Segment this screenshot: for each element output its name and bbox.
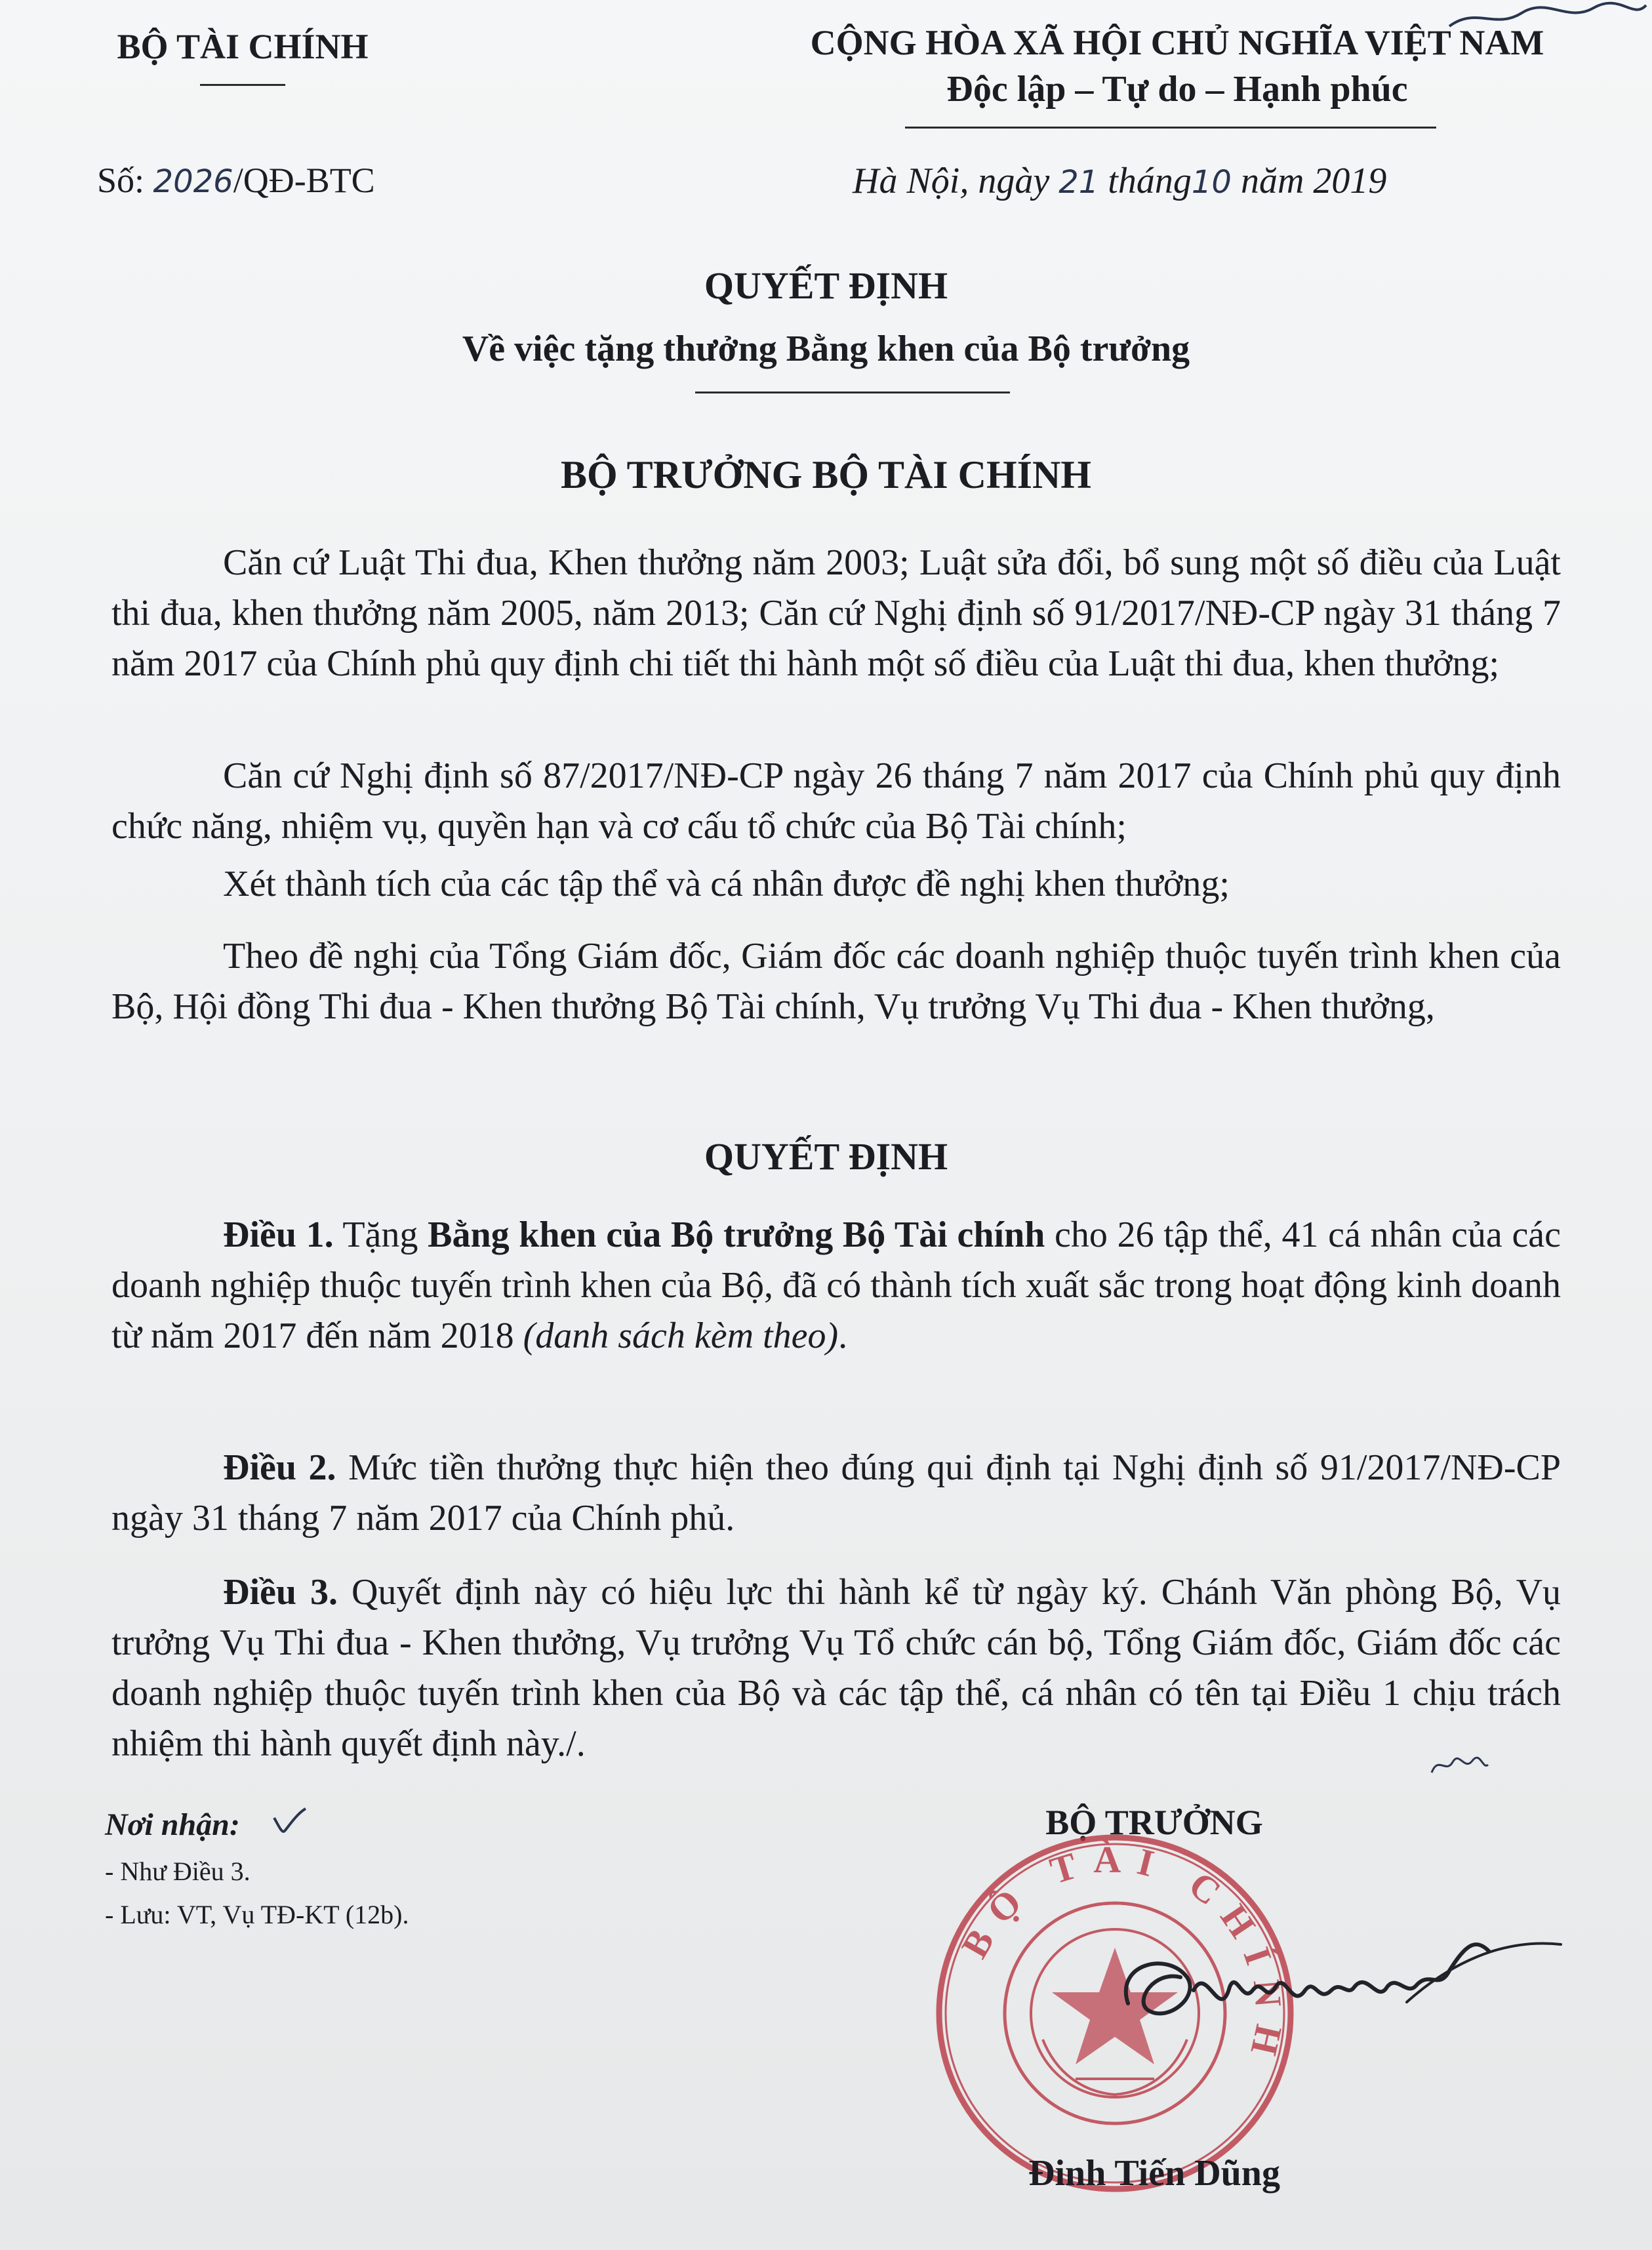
issuing-authority: BỘ TRƯỞNG BỘ TÀI CHÍNH — [560, 453, 1092, 496]
article-1-end: . — [838, 1316, 848, 1356]
article-1-attachment-note: (danh sách kèm theo) — [523, 1316, 839, 1356]
preamble-proposal: Theo đề nghị của Tổng Giám đốc, Giám đốc các doanh nghiệp thuộc tuyến trình khen của Bộ, Hội đồng Thi đua - Khen thưởng Bộ Tài chính, Vụ trưởng Vụ Thi đua - Khen thưởng, — [111, 936, 1561, 1027]
signer-position: BỘ TRƯỞNG — [1045, 1803, 1263, 1842]
preamble-decree-basis: Căn cứ Nghị định số 87/2017/NĐ-CP ngày 26 tháng 7 năm 2017 của Chính phủ quy định chức năng, nhiệm vụ, quyền hạn và cơ cấu tổ chức của Bộ Tài chính; — [111, 755, 1561, 847]
article-1 — [111, 1210, 1561, 1361]
place-date-part1: Hà Nội, ngày — [853, 161, 1059, 201]
number-suffix: /QĐ-BTC — [233, 161, 375, 200]
signer-name: Đinh Tiến Dũng — [1028, 2153, 1280, 2194]
place-date — [853, 160, 1386, 202]
recipients-label: Nơi nhận: — [105, 1807, 240, 1842]
article-2-label: Điều 2. — [223, 1447, 336, 1488]
article-1-award: Bằng khen của Bộ trưởng Bộ Tài chính — [428, 1215, 1045, 1255]
handwritten-signature — [1108, 1925, 1581, 2056]
national-motto: Độc lập – Tự do – Hạnh phúc — [946, 69, 1408, 110]
article-3-label: Điều 3. — [223, 1572, 338, 1613]
article-2-text: Mức tiền thưởng thực hiện theo đúng qui định tại Nghị định số 91/2017/NĐ-CP ngày 31 tháng 7 năm 2017 của Chính phủ. — [111, 1447, 1561, 1538]
ministry-name: BỘ TÀI CHÍNH — [117, 27, 369, 66]
recipient-item: - Lưu: VT, Vụ TĐ-KT (12b). — [105, 1900, 409, 1929]
preamble-law-basis: Căn cứ Luật Thi đua, Khen thưởng năm 2003; Luật sửa đổi, bổ sung một số điều của Luật thi đua, khen thưởng năm 2005, năm 2013; Căn cứ Nghị định số 91/2017/NĐ-CP ngày 31 tháng 7 năm 2017 của Chính phủ quy định chi tiết thi hành một số điều của Luật thi đua, khen thưởng; — [111, 542, 1561, 684]
number-handwritten: 2026 — [153, 163, 233, 200]
recipients-check-mark — [270, 1805, 310, 1838]
decision-title: QUYẾT ĐỊNH — [704, 264, 948, 307]
recipient-item: - Như Điều 3. — [105, 1857, 251, 1886]
article-3 — [111, 1567, 1561, 1769]
month-handwritten: 10 — [1191, 164, 1232, 201]
article-3-text: Quyết định này có hiệu lực thi hành kể từ ngày ký. Chánh Văn phòng Bộ, Vụ trưởng Vụ Thi đua - Khen thưởng, Vụ trưởng Vụ Tổ chức cán bộ, Tổng Giám đốc, Giám đốc các doanh nghiệp thuộc tuyến trình khen của Bộ và các tập thể, cá nhân có tên tại Điều 1 chịu trách nhiệm thi hành quyết định này./. — [111, 1572, 1561, 1764]
preamble-achievements: Xét thành tích của các tập thể và cá nhân được đề nghị khen thưởng; — [223, 864, 1230, 904]
place-date-part3: năm 2019 — [1231, 161, 1387, 201]
document-number — [97, 160, 375, 201]
number-prefix: Số: — [97, 161, 153, 200]
place-date-part2: tháng — [1098, 161, 1192, 201]
article-1-text-b: cho 26 tập thể, 41 cá nhân của các doanh nghiệp thuộc tuyến trình khen của Bộ, đã có thành tích xuất sắc trong hoạt động kinh doanh từ năm 2017 đến năm 2018 — [111, 1215, 1561, 1356]
motto-underline — [905, 127, 1436, 129]
day-handwritten: 21 — [1058, 164, 1099, 201]
ministry-underline — [200, 84, 285, 86]
subject-underline — [695, 392, 1010, 393]
seal-text: BỘ TÀI CHÍNH — [952, 1838, 1291, 2074]
article-1-text-a: Tặng — [333, 1215, 428, 1255]
article-1-label: Điều 1. — [223, 1215, 334, 1255]
article-2 — [111, 1443, 1561, 1544]
country-name: CỘNG HÒA XÃ HỘI CHỦ NGHĨA VIỆT NAM — [810, 23, 1544, 62]
decision-heading: QUYẾT ĐỊNH — [704, 1135, 948, 1178]
initial-mark — [1426, 1748, 1492, 1780]
decision-subject: Về việc tặng thưởng Bằng khen của Bộ trưởng — [462, 329, 1190, 369]
